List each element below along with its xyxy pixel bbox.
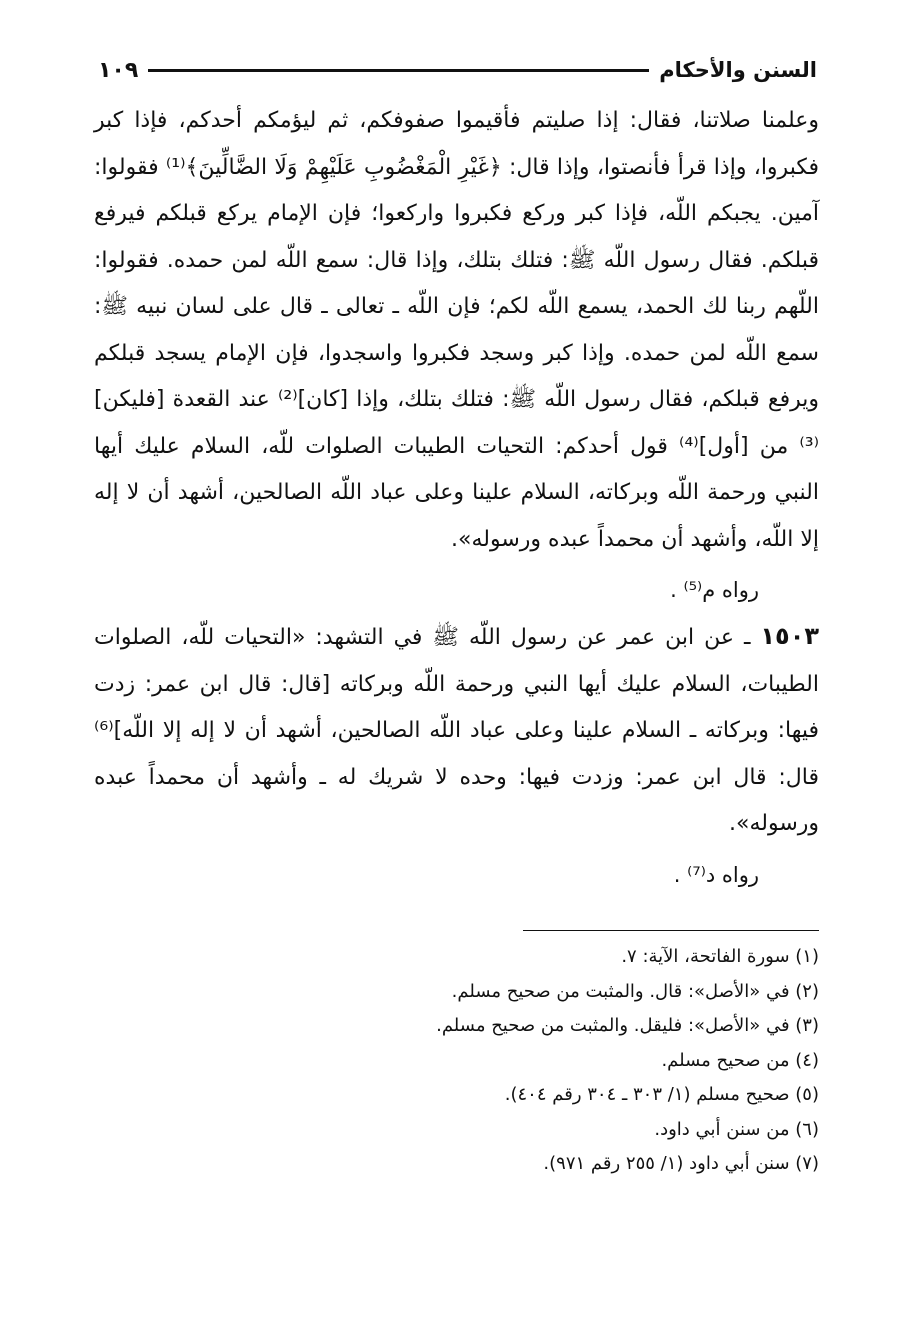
- footnotes-list: [300, 940, 819, 1182]
- page-number: ١٠٩: [98, 57, 139, 83]
- header-rule: [148, 69, 649, 72]
- running-title: السنن والأحكام: [659, 58, 817, 82]
- hadith-number: ١٥٠٣: [760, 622, 819, 650]
- hadith-source: رواه م⁽⁵⁾ .: [670, 578, 759, 602]
- footnote: (٦) من سنن أبي داود.: [654, 1118, 819, 1140]
- hadith-source: رواه د⁽⁷⁾ .: [673, 862, 759, 887]
- main-text: [94, 98, 819, 898]
- footnote: (١) سورة الفاتحة، الآية: ٧.: [621, 946, 819, 967]
- running-header: [98, 52, 817, 88]
- hadith-1503: [94, 613, 819, 848]
- footnote-separator: [523, 930, 819, 931]
- footnote: (٢) في «الأصل»: قال. والمثبت من صحيح مسلم.: [451, 980, 819, 1002]
- footnote: (٤) من صحيح مسلم.: [661, 1049, 819, 1071]
- hadith-text-continued: وعلمنا صلاتنا، فقال: إذا صليتم فأقيموا صفوفكم، ثم ليؤمكم أحدكم، فإذا كبر فكبروا، وإذا قرأ فأنصتوا، وإذا قال: ﴿غَيْرِ الْمَغْضُوبِ عَلَيْهِمْ وَلَا الضَّالِّينَ﴾⁽¹⁾ فقولوا: آمين. يجبكم اللّه، فإذا كبر وركع فكبروا واركعوا؛ فإن الإمام يركع قبلكم فيرفع قبلكم. فقال رسول اللّه ﷺ: فتلك بتلك، وإذا قال: سمع اللّه لمن حمده. فقولوا: اللّهم ربنا لك الحمد، يسمع اللّه لكم؛ فإن اللّه ـ تعالى ـ قال على لسان نبيه ﷺ: سمع اللّه لمن حمده. وإذا كبر وسجد فكبروا واسجدوا، فإن الإمام يسجد قبلكم ويرفع قبلكم، فقال رسول اللّه ﷺ: فتلك بتلك، وإذا [كان]⁽²⁾ عند القعدة [فليكن]⁽³⁾ من [أول]⁽⁴⁾ قول أحدكم: التحيات الطيبات الصلوات للّه، السلام عليك أيها النبي ورحمة اللّه وبركاته، السلام علينا وعلى عباد اللّه الصالحين، أشهد أن لا إله إلا اللّه، وأشهد أن محمداً عبده ورسوله».: [94, 108, 820, 552]
- footnote: (٥) صحيح مسلم (١/ ٣٠٣ ـ ٣٠٤ رقم ٤٠٤).: [504, 1084, 819, 1105]
- footnote: (٧) سنن أبي داود (١/ ٢٥٥ رقم ٩٧١).: [543, 1153, 819, 1174]
- footnote: (٣) في «الأصل»: فليقل. والمثبت من صحيح مسلم.: [436, 1015, 819, 1036]
- hadith-1503-text: ـ عن ابن عمر عن رسول اللّه ﷺ في التشهد: «التحيات للّه، الصلوات الطيبات، السلام عليك أيها النبي ورحمة اللّه وبركاته [قال: قال ابن عمر: زدت فيها: وبركاته ـ السلام علينا وعلى عباد اللّه الصالحين، أشهد أن لا إله إلا اللّه]⁽⁶⁾ قال: قال ابن عمر: وزدت فيها: وحده لا شريك له ـ وأشهد أن محمداً عبده ورسوله».: [94, 625, 819, 836]
